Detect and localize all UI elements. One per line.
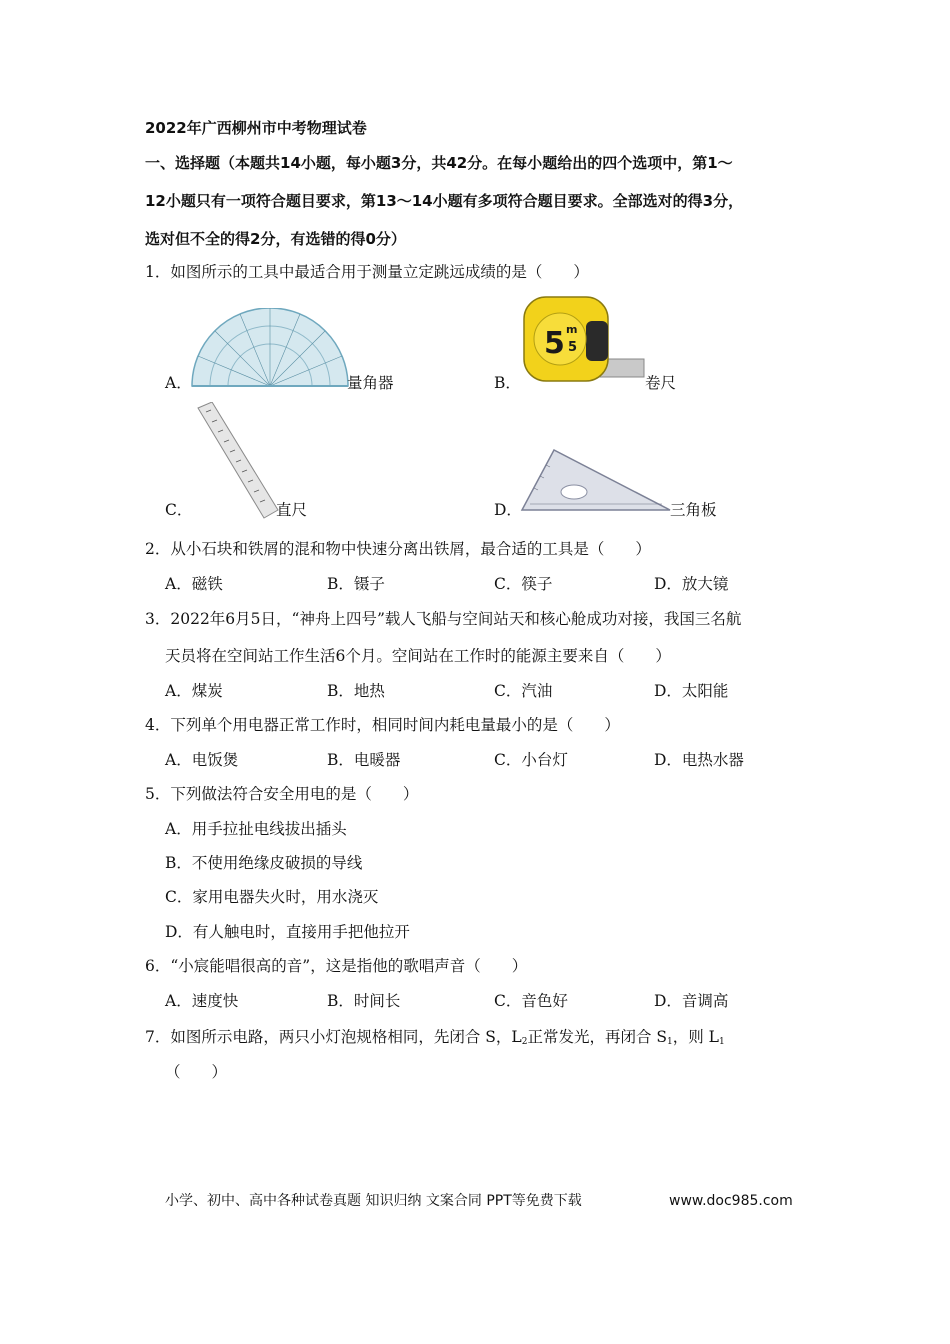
q4-option-b: B．电暖器: [327, 751, 401, 769]
q3-option-a: A．煤炭: [165, 682, 223, 700]
q2-option-b: B．镊子: [327, 575, 385, 593]
section-heading-line-3: 选对但不全的得2分，有选错的得0分）: [145, 230, 406, 248]
q7-subscript-s1: 1: [666, 1037, 673, 1047]
q1-option-b-text: 卷尺: [645, 374, 677, 392]
q7-stem-part-3: ，则 L: [672, 1028, 719, 1046]
q1-option-c-letter: C．: [165, 501, 193, 519]
q2-option-c: C．筷子: [494, 575, 553, 593]
q1-option-d-text: 三角板: [670, 501, 717, 519]
tape-label-small: 5: [568, 340, 578, 355]
section-heading-line-2: 12小题只有一项符合题目要求，第13～14小题有多项符合题目要求。全部选对的得3分，: [145, 192, 744, 210]
q6-option-b: B．时间长: [327, 992, 401, 1010]
q7-stem-part-1: 7．如图所示电路，两只小灯泡规格相同，先闭合 S，L: [145, 1028, 522, 1046]
q3-stem-line-1: 3．2022年6月5日，“神舟上四号”载人飞船与空间站天和核心舱成功对接，我国三名航: [145, 610, 742, 628]
q1-option-a-letter: A．: [165, 374, 192, 392]
q4-option-a: A．电饭煲: [165, 751, 239, 769]
q6-option-d: D．音调高: [654, 992, 729, 1010]
q7-stem-part-2: 正常发光，再闭合 S: [527, 1028, 667, 1046]
q6-option-a: A．速度快: [165, 992, 239, 1010]
q1-option-a-text: 量角器: [347, 374, 394, 392]
q3-stem-line-2: 天员将在空间站工作生活6个月。空间站在工作时的能源主要来自（ ）: [165, 647, 671, 665]
tape-label-big: 5: [544, 326, 565, 361]
protractor-image: [188, 308, 353, 388]
q1-option-c-text: 直尺: [276, 501, 308, 519]
q4-stem: 4．下列单个用电器正常工作时，相同时间内耗电量最小的是（ ）: [145, 716, 620, 734]
q3-option-d: D．太阳能: [654, 682, 729, 700]
q1-stem: 1．如图所示的工具中最适合用于测量立定跳远成绩的是（ ）: [145, 263, 589, 281]
q2-option-a: A．磁铁: [165, 575, 223, 593]
footer-site-link[interactable]: www.doc985.com: [669, 1193, 793, 1209]
q5-option-b: B．不使用绝缘皮破损的导线: [165, 854, 363, 872]
footer-text: 小学、初中、高中各种试卷真题 知识归纳 文案合同 PPT等免费下载: [165, 1193, 582, 1209]
q2-stem: 2．从小石块和铁屑的混和物中快速分离出铁屑，最合适的工具是（ ）: [145, 540, 651, 558]
q6-stem: 6．“小宸能唱很高的音”，这是指他的歌唱声音（ ）: [145, 957, 528, 975]
q7-subscript-l2: 2: [521, 1037, 528, 1047]
set-square-image: [520, 448, 672, 512]
q2-option-d: D．放大镜: [654, 575, 729, 593]
tape-measure-image: [518, 293, 646, 388]
q7-stem: [145, 1027, 725, 1052]
exam-title: 2022年广西柳州市中考物理试卷: [145, 119, 367, 137]
q5-option-d: D．有人触电时，直接用手把他拉开: [165, 923, 410, 941]
q5-option-c: C．家用电器失火时，用水浇灭: [165, 888, 379, 906]
q5-stem: 5．下列做法符合安全用电的是（ ）: [145, 785, 419, 803]
q3-option-c: C．汽油: [494, 682, 553, 700]
tape-label-unit: m: [566, 323, 578, 336]
q7-answer-blank: （ ）: [165, 1063, 228, 1081]
q7-subscript-l1: 1: [718, 1037, 725, 1047]
q4-option-c: C．小台灯: [494, 751, 568, 769]
q5-option-a: A．用手拉扯电线拔出插头: [165, 820, 347, 838]
ruler-image: [190, 402, 282, 520]
q6-option-c: C．音色好: [494, 992, 568, 1010]
section-heading-line-1: 一、选择题（本题共14小题，每小题3分，共42分。在每小题给出的四个选项中，第1～: [145, 154, 733, 172]
q3-option-b: B．地热: [327, 682, 385, 700]
q1-option-d-letter: D．: [494, 501, 522, 519]
q1-option-b-letter: B．: [494, 374, 521, 392]
q4-option-d: D．电热水器: [654, 751, 744, 769]
